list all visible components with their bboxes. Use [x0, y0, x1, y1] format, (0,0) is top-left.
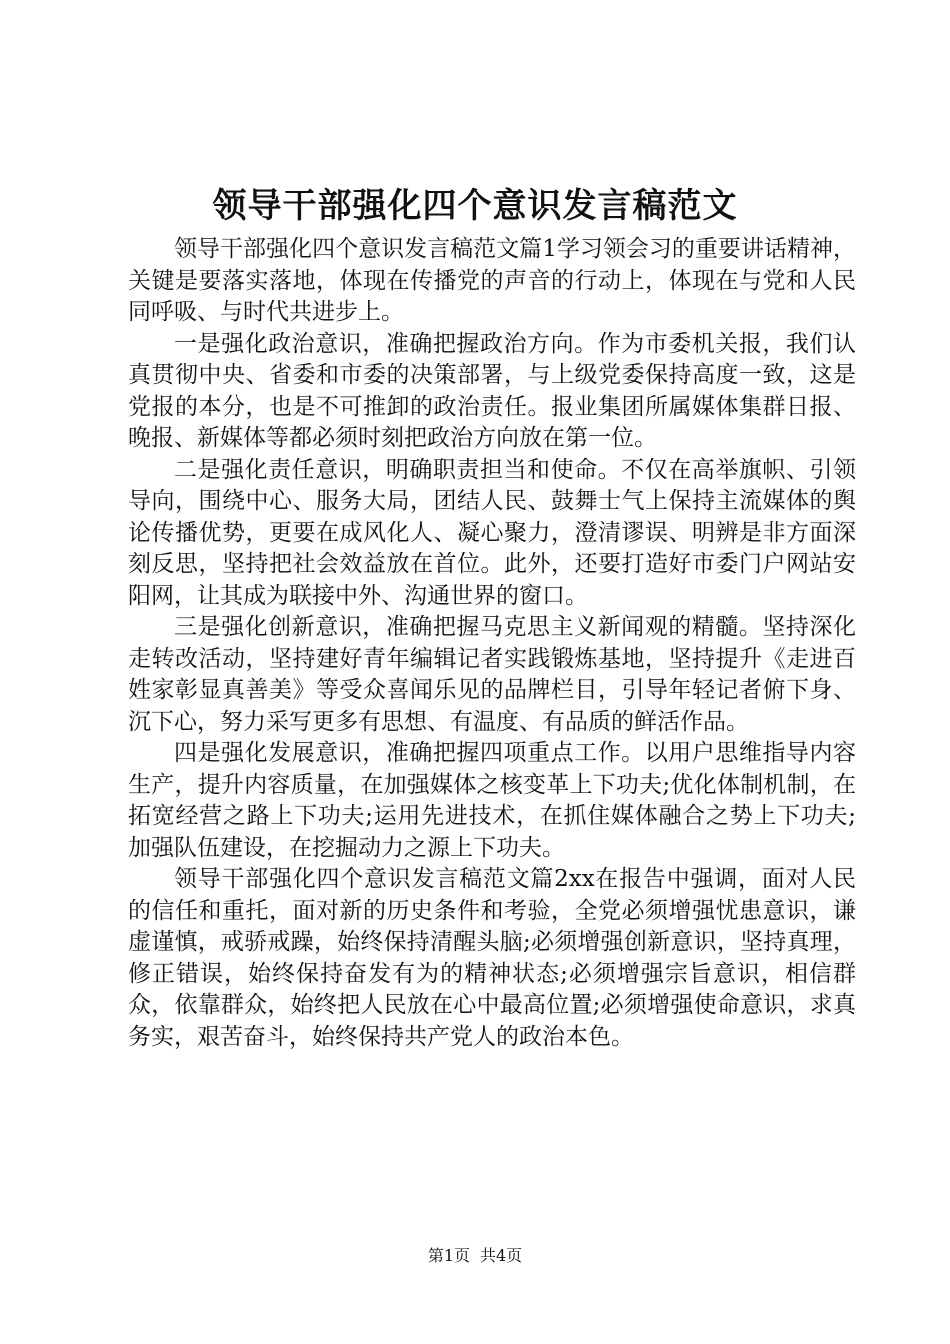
paragraph: 三是强化创新意识，准确把握马克思主义新闻观的精髓。坚持深化走转改活动，坚持建好青年编辑记者实践锻炼基地，坚持提升《走进百姓家彰显真善美》等受众喜闻乐见的品牌栏目，引导年轻记者俯下身、沉下心，努力采写更多有思想、有温度、有品质的鲜活作品。 [128, 614, 856, 735]
paragraph: 二是强化责任意识，明确职责担当和使命。不仅在高举旗帜、引领导向，围绕中心、服务大局，团结人民、鼓舞士气上保持主流媒体的舆论传播优势，更要在成风化人、凝心聚力，澄清谬误、明辨是非方面深刻反思，坚持把社会效益放在首位。此外，还要打造好市委门户网站安阳网，让其成为联接中外、沟通世界的窗口。 [128, 456, 856, 609]
page-number: 第1页 [427, 1246, 470, 1265]
page-footer [0, 1244, 950, 1268]
paragraph: 一是强化政治意识，准确把握政治方向。作为市委机关报，我们认真贯彻中央、省委和市委的决策部署，与上级党委保持高度一致，这是党报的本分，也是不可推卸的政治责任。报业集团所属媒体集群日报、晚报、新媒体等都必须时刻把政治方向放在第一位。 [128, 330, 856, 451]
paragraph: 领导干部强化四个意识发言稿范文篇2xx在报告中强调，面对人民的信任和重托，面对新的历史条件和考验，全党必须增强忧患意识，谦虚谨慎，戒骄戒躁，始终保持清醒头脑;必须增强创新意识，坚持真理，修正错误，始终保持奋发有为的精神状态;必须增强宗旨意识，相信群众，依靠群众，始终把人民放在心中最高位置;必须增强使命意识，求真务实，艰苦奋斗，始终保持共产党人的政治本色。 [128, 866, 856, 1050]
document-body [128, 234, 856, 1053]
paragraph: 领导干部强化四个意识发言稿范文篇1学习领会习的重要讲话精神，关键是要落实落地，体现在传播党的声音的行动上，体现在与党和人民同呼吸、与时代共进步上。 [128, 236, 856, 325]
paragraph: 四是强化发展意识，准确把握四项重点工作。以用户思维指导内容生产，提升内容质量，在加强媒体之核变革上下功夫;优化体制机制，在拓宽经营之路上下功夫;运用先进技术，在抓住媒体融合之势上下功夫;加强队伍建设，在挖掘动力之源上下功夫。 [128, 740, 856, 861]
page-total: 共4页 [480, 1246, 523, 1265]
document-title: 领导干部强化四个意识发言稿范文 [212, 186, 738, 226]
